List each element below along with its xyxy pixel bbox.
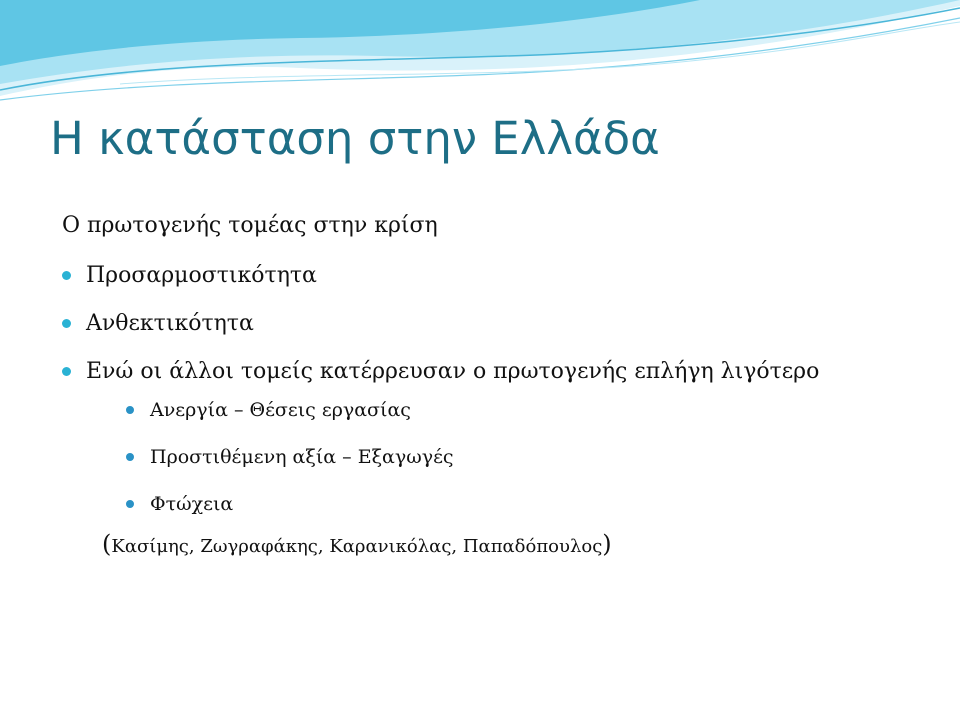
bullet-item	[62, 354, 932, 520]
sub-bullet-dot-icon	[126, 500, 134, 508]
bullet-text: Ανθεκτικότητα	[86, 311, 254, 336]
slide-body	[62, 208, 932, 562]
source-citation	[102, 529, 932, 562]
bullet-dot-icon	[62, 319, 71, 328]
sub-bullet-item	[126, 441, 932, 473]
bullet-dot-icon	[62, 271, 71, 280]
sub-bullet-dot-icon	[126, 453, 134, 461]
sub-bullet-dot-icon	[126, 406, 134, 414]
sub-bullet-text: Ανεργία – Θέσεις εργασίας	[150, 399, 411, 421]
citation-authors: Κασίμης, Ζωγραφάκης, Καρανικόλας, Παπαδόπουλος	[111, 536, 603, 557]
citation-close-paren: )	[602, 530, 612, 558]
bullet-item	[62, 258, 932, 294]
sub-bullet-item	[126, 488, 932, 520]
sub-bullet-item	[126, 394, 932, 426]
bullet-text: Προσαρμοστικότητα	[86, 263, 317, 288]
sub-bullet-list	[86, 394, 932, 520]
sub-bullet-text: Φτώχεια	[150, 493, 234, 515]
bullet-list	[62, 258, 932, 520]
slide-title: Η κατάσταση στην Ελλάδα	[50, 112, 660, 165]
subheading: Ο πρωτογενής τομέας στην κρίση	[62, 213, 438, 238]
bullet-text: Ενώ οι άλλοι τομείς κατέρρευσαν ο πρωτογενής επλήγη λιγότερο	[86, 359, 820, 384]
citation-open-paren: (	[102, 530, 112, 558]
sub-bullet-text: Προστιθέμενη αξία – Εξαγωγές	[150, 446, 454, 468]
bullet-dot-icon	[62, 367, 71, 376]
bullet-item	[62, 306, 932, 342]
decorative-wave-header	[0, 0, 960, 110]
